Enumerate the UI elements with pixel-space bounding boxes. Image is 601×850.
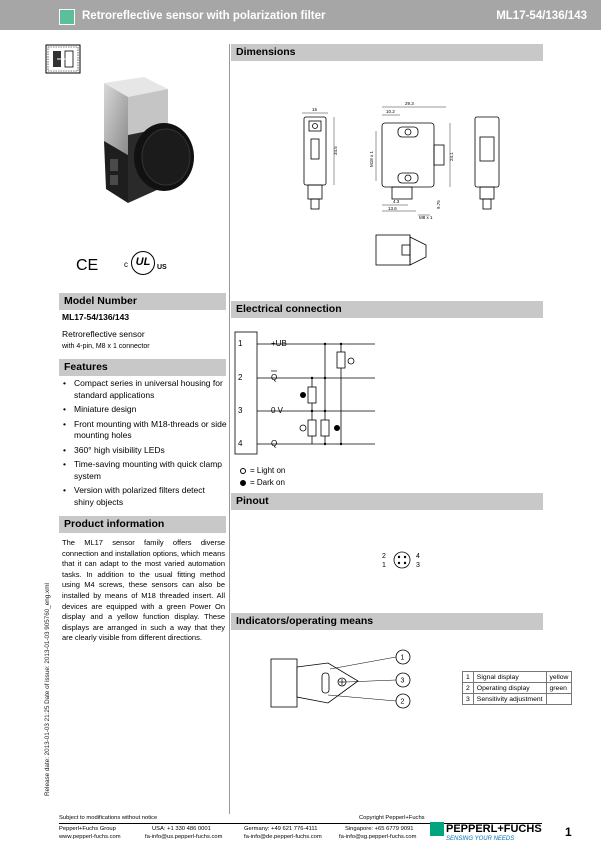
section-product-information: Product information [59, 516, 226, 533]
electrical-diagram [233, 330, 413, 458]
indicator-num: 3 [463, 694, 474, 705]
dim-label: 10.2 [386, 109, 395, 114]
dim-label: 4.3 [393, 199, 400, 204]
footer-sg-mail[interactable]: fa-info@sg.pepperl-fuchs.com [339, 834, 417, 840]
feature-item: • Version with polarized filters detect shiny objects [62, 485, 227, 508]
model-description: Retroreflective sensor [62, 329, 145, 339]
brand-slogan: SENSING YOUR NEEDS [446, 836, 515, 842]
pin-number: 4 [238, 439, 243, 448]
section-features: Features [59, 359, 226, 376]
feature-item: • 360° high visibility LEDs [62, 445, 227, 457]
ce-mark: CE [76, 257, 99, 274]
pin-number: 1 [238, 339, 243, 348]
indicator-num: 2 [463, 683, 474, 694]
pinout-pin: 4 [416, 553, 420, 560]
table-row [463, 672, 572, 683]
light-on-icon [240, 468, 246, 474]
pin-label: Q [271, 373, 278, 382]
feature-item: • Compact series in universal housing for standard applications [62, 378, 227, 401]
legend-dark-label: = Dark on [250, 478, 285, 487]
callout-number: 2 [400, 698, 405, 706]
brand-mark-icon [430, 822, 444, 836]
dim-label: M8 x 1 [419, 215, 433, 220]
footer-notice: Subject to modifications without notice [59, 815, 158, 821]
column-divider [229, 44, 230, 814]
ul-logo: UL [131, 251, 155, 275]
dim-label: 34.5 [333, 146, 338, 155]
feature-item: • Miniature design [62, 404, 227, 416]
footer-web-link[interactable]: www.pepperl-fuchs.com [59, 834, 121, 840]
indicator-label: Signal display [473, 672, 546, 683]
page-number: 1 [565, 825, 572, 839]
indicators-drawing [268, 645, 418, 717]
table-row [463, 694, 572, 705]
legend-light-on [240, 466, 285, 475]
feature-item: • Time-saving mounting with quick clamp system [62, 459, 227, 482]
footer-usa-mail[interactable]: fa-info@us.pepperl-fuchs.com [145, 834, 223, 840]
footer-usa-phone: USA: +1 330 486 0001 [152, 826, 211, 832]
callout-number: 1 [400, 654, 405, 662]
footer-copyright: Copyright Pepperl+Fuchs [359, 815, 425, 821]
dimensions-drawing [290, 95, 540, 275]
product-information-text: The ML17 sensor family offers diverse connection and installation options, which means that it can adapt to the most varied automation tasks. In addition to the usual fitting method using M4 screws, these sensors can also be installed by means of M18 threaded insert. All devices are equipped with a green Power On display and a yellow function display. These displays are arranged in such a way that they are clearly visible from different directions. [62, 538, 225, 643]
section-pinout: Pinout [231, 493, 543, 510]
pinout-pin: 2 [382, 553, 386, 560]
header-logo-square [59, 9, 75, 25]
ul-us-mark: US [157, 264, 167, 271]
indicator-label: Operating display [473, 683, 546, 694]
indicator-label: Sensitivity adjustment [473, 694, 546, 705]
product-code: ML17-54/136/143 [496, 10, 587, 22]
pin-label: Q [271, 439, 278, 448]
indicator-value [546, 694, 572, 705]
footer-group: Pepperl+Fuchs Group [59, 826, 116, 832]
legend-dark-on [240, 478, 285, 487]
sensor-symbol-icon [45, 44, 81, 74]
dim-label: 29.3 [405, 101, 414, 106]
legend-light-label: = Light on [250, 466, 286, 475]
feature-item: • Front mounting with M18-threads or side mounting holes [62, 419, 227, 442]
dim-label: 15 [312, 107, 318, 112]
footer-de-mail[interactable]: fa-info@de.pepperl-fuchs.com [244, 834, 322, 840]
table-row [463, 683, 572, 694]
product-photo [86, 75, 206, 215]
callout-number: 3 [400, 677, 405, 685]
footer-sg-phone: Singapore: +65 6779 9091 [345, 826, 414, 832]
footer-de-phone: Germany: +49 621 776-4111 [244, 826, 318, 832]
indicator-value: yellow [546, 672, 572, 683]
pin-label: +UB [271, 339, 287, 348]
section-indicators: Indicators/operating means [231, 613, 543, 630]
brand-name: PEPPERL+FUCHS [446, 823, 542, 835]
dim-label: 9.75 [436, 200, 441, 209]
section-electrical-connection: Electrical connection [231, 301, 543, 318]
pinout-pin: 1 [382, 562, 386, 569]
pinout-diagram [380, 548, 426, 572]
model-number: ML17-54/136/143 [62, 312, 130, 322]
indicator-value: green [546, 683, 572, 694]
dim-label: 13.6 [388, 206, 397, 211]
page-header [0, 0, 601, 30]
features-list [62, 378, 227, 511]
ul-c-mark: c [124, 260, 128, 269]
indicator-num: 1 [463, 672, 474, 683]
dim-label: 24.1 [449, 152, 454, 161]
release-date-text: Release date: 2013-01-03 21:25 Date of issue: 2013-01-03 905760_eng.xml [44, 583, 51, 796]
indicators-table [462, 671, 572, 705]
dim-label: M18 x 1 [369, 150, 374, 167]
section-dimensions: Dimensions [231, 44, 543, 61]
section-model-number: Model Number [59, 293, 226, 310]
pinout-pin: 3 [416, 562, 420, 569]
pin-label: 0 V [271, 406, 284, 415]
dark-on-icon [240, 480, 246, 486]
pin-number: 2 [238, 373, 243, 382]
page-title: Retroreflective sensor with polarization filter [82, 10, 326, 22]
pin-number: 3 [238, 406, 243, 415]
model-connector: with 4-pin, M8 x 1 connector [62, 343, 150, 350]
